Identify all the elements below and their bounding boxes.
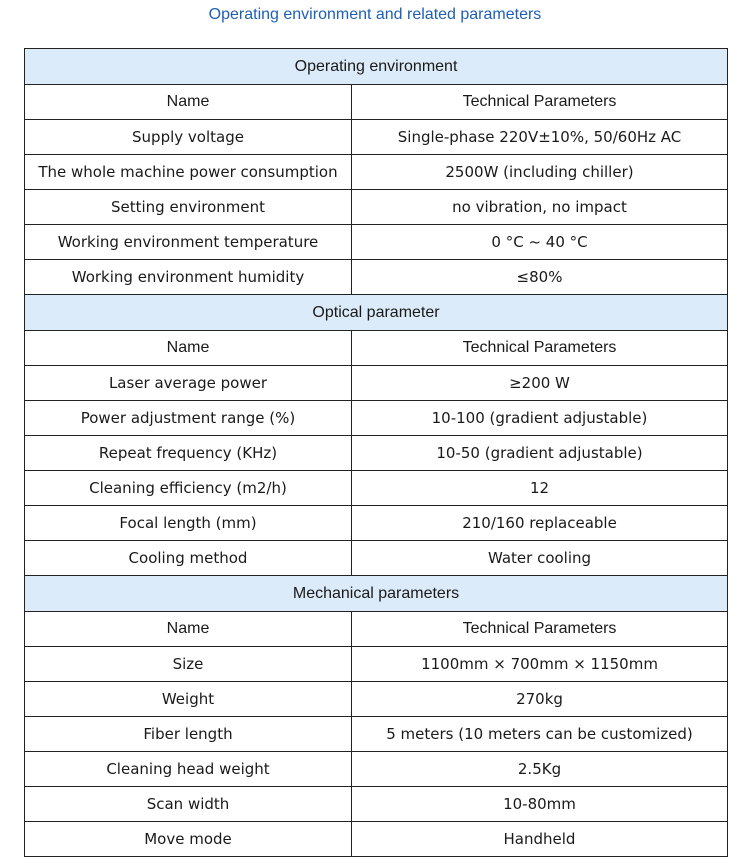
- param-name: Cooling method: [25, 541, 352, 576]
- param-value: ≤80%: [352, 260, 728, 295]
- param-name: Laser average power: [25, 366, 352, 401]
- section-title: Optical parameter: [25, 295, 728, 331]
- column-header-value: Technical Parameters: [352, 85, 728, 120]
- table-row: [25, 225, 728, 260]
- table-row: [25, 366, 728, 401]
- table-row: [25, 647, 728, 682]
- table-row: [25, 190, 728, 225]
- table-row: [25, 436, 728, 471]
- param-value: 0 °C ~ 40 °C: [352, 225, 728, 260]
- column-header-row: [25, 612, 728, 647]
- page-title: Operating environment and related parameters: [208, 6, 542, 23]
- param-name: Scan width: [25, 787, 352, 822]
- param-value: 5 meters (10 meters can be customized): [352, 717, 728, 752]
- table-row: [25, 471, 728, 506]
- param-name: Cleaning efficiency (m2/h): [25, 471, 352, 506]
- table-row: [25, 717, 728, 752]
- table-row: [25, 822, 728, 857]
- param-value: 10-100 (gradient adjustable): [352, 401, 728, 436]
- param-value: ≥200 W: [352, 366, 728, 401]
- table-row: [25, 752, 728, 787]
- param-name: Power adjustment range (%): [25, 401, 352, 436]
- param-name: Focal length (mm): [25, 506, 352, 541]
- table-row: [25, 401, 728, 436]
- param-value: Water cooling: [352, 541, 728, 576]
- param-value: Handheld: [352, 822, 728, 857]
- param-name: Cleaning head weight: [25, 752, 352, 787]
- spec-table: [24, 48, 728, 857]
- section-row-optical-parameter: [25, 295, 728, 331]
- section-row-mechanical-parameters: [25, 576, 728, 612]
- table-row: [25, 682, 728, 717]
- param-name: Setting environment: [25, 190, 352, 225]
- param-name: The whole machine power consumption: [25, 155, 352, 190]
- column-header-row: [25, 85, 728, 120]
- param-name: Fiber length: [25, 717, 352, 752]
- column-header-row: [25, 331, 728, 366]
- param-value: no vibration, no impact: [352, 190, 728, 225]
- table-row: [25, 541, 728, 576]
- section-title: Mechanical parameters: [25, 576, 728, 612]
- table-row: [25, 506, 728, 541]
- param-name: Size: [25, 647, 352, 682]
- column-header-value: Technical Parameters: [352, 612, 728, 647]
- section-row-operating-environment: [25, 49, 728, 85]
- column-header-name: Name: [25, 85, 352, 120]
- param-name: Supply voltage: [25, 120, 352, 155]
- table-row: [25, 260, 728, 295]
- column-header-name: Name: [25, 331, 352, 366]
- param-value: Single-phase 220V±10%, 50/60Hz AC: [352, 120, 728, 155]
- table-row: [25, 787, 728, 822]
- table-row: [25, 120, 728, 155]
- param-name: Weight: [25, 682, 352, 717]
- param-name: Working environment humidity: [25, 260, 352, 295]
- param-value: 1100mm × 700mm × 1150mm: [352, 647, 728, 682]
- param-value: 270kg: [352, 682, 728, 717]
- param-name: Repeat frequency (KHz): [25, 436, 352, 471]
- column-header-value: Technical Parameters: [352, 331, 728, 366]
- param-value: 210/160 replaceable: [352, 506, 728, 541]
- param-name: Move mode: [25, 822, 352, 857]
- section-title: Operating environment: [25, 49, 728, 85]
- table-row: [25, 155, 728, 190]
- param-value: 2.5Kg: [352, 752, 728, 787]
- param-name: Working environment temperature: [25, 225, 352, 260]
- param-value: 10-50 (gradient adjustable): [352, 436, 728, 471]
- column-header-name: Name: [25, 612, 352, 647]
- param-value: 2500W (including chiller): [352, 155, 728, 190]
- param-value: 10-80mm: [352, 787, 728, 822]
- param-value: 12: [352, 471, 728, 506]
